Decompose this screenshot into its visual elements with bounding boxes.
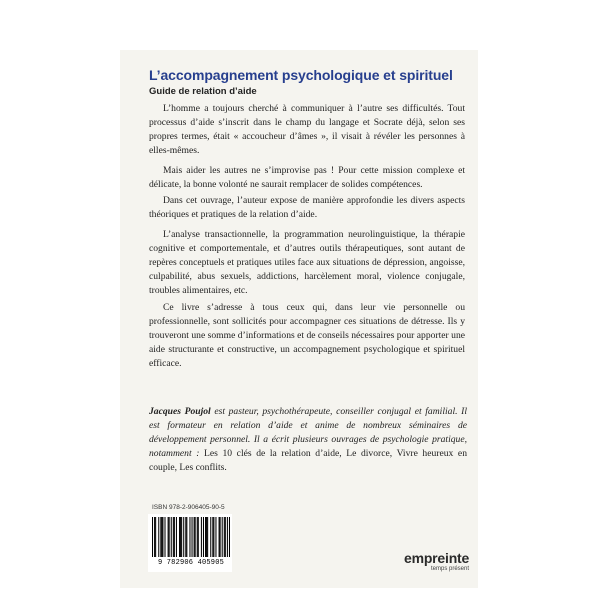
blurb-paragraph-5: Ce livre s’adresse à tous ceux qui, dans leur vie personnelle ou professionnelle, sont sollicités pour accompagner ces situations de détresse. Ils y trouveront une somme d’informations et de conseils nécessaires pour apporter une aide structurante et constructive, un accompagnement psychologique et spirituel efficace. [149, 302, 465, 369]
barcode-bars [152, 517, 230, 559]
book-subtitle: Guide de relation d’aide [149, 86, 257, 97]
author-name: Jacques Poujol [149, 406, 211, 417]
book-title: L’accompagnement psychologique et spirituel [149, 67, 453, 83]
isbn-label: ISBN 978-2-906405-90-5 [152, 504, 225, 511]
blurb-paragraph-4: L’analyse transactionnelle, la programmation neurolinguistique, la thérapie cognitive et comportementale, et d’autres outils thérapeutiques, sont autant de repères conceptuels et pratiques utiles face aux situations de dépression, angoisse, culpabilité, abus sexuels, addictions, harcèlement moral, violence conjugale, troubles alimentaires, etc. [149, 229, 465, 296]
blurb-paragraph-1: L’homme a toujours cherché à communiquer à l’autre ses difficultés. Tout processus d’aide s’inscrit dans le champ du langage et Socrate déjà, selon ses propres termes, était « accoucheur d’âmes », il visait à révéler les personnes à elles-mêmes. [149, 103, 465, 156]
blurb-paragraph-2: Mais aider les autres ne s’improvise pas ! Pour cette mission complexe et délicate, la bonne volonté ne saurait remplacer de solides compétences. [149, 165, 465, 190]
author-works: Les 10 clés de la relation d’aide, Le divorce, Vivre heureux en couple, Les conflits. [149, 448, 467, 473]
barcode [148, 514, 232, 572]
publisher-tagline: temps présent [431, 566, 470, 572]
blurb-paragraph-3: Dans cet ouvrage, l’auteur expose de manière approfondie les divers aspects théoriques et pratiques de la relation d’aide. [149, 195, 465, 220]
barcode-number: 9 782906 405905 [157, 559, 224, 567]
publisher-logo: empreinte [404, 550, 470, 566]
author-bio [149, 405, 467, 475]
author-bio-text: est pasteur, psychothérapeute, conseiller conjugal et familial. Il est formateur en relation d’aide et anime de nombreux séminaires de développement personnel. Il a écrit plusieurs ouvrages de psychologie pratique, notamment : [149, 406, 468, 459]
